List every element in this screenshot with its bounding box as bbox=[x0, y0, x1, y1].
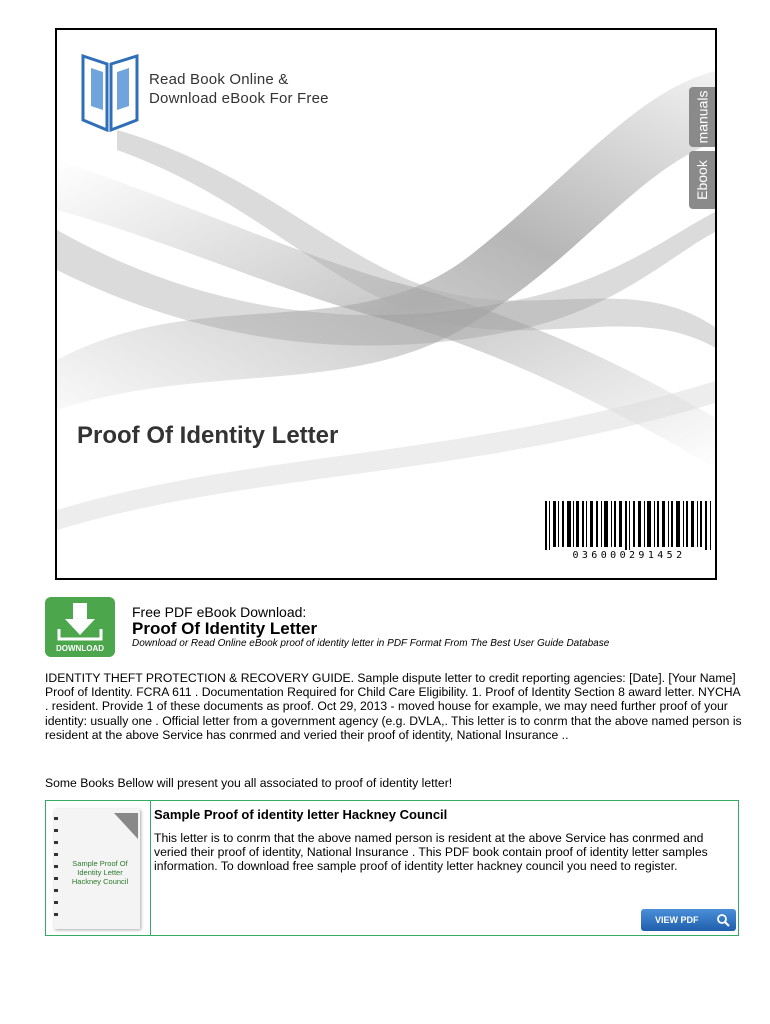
barcode-number: 036000291452 bbox=[545, 550, 713, 562]
related-book-card bbox=[45, 800, 739, 936]
thumbnail-page bbox=[54, 809, 140, 929]
download-label: DOWNLOAD bbox=[56, 644, 104, 653]
barcode-icon bbox=[545, 501, 713, 557]
view-pdf-label: VIEW PDF bbox=[655, 915, 699, 925]
logo-line-2: Download eBook For Free bbox=[149, 90, 329, 107]
cover-title: Proof Of Identity Letter bbox=[77, 422, 339, 449]
book-logo-icon bbox=[77, 50, 147, 134]
ebook-tab-label: Ebook bbox=[694, 160, 711, 200]
book-cover bbox=[55, 28, 717, 580]
logo-line-1: Read Book Online & bbox=[149, 71, 289, 88]
ebook-tab bbox=[689, 151, 715, 209]
thumbnail-title: Sample Proof Of Identity Letter Hackney Council bbox=[71, 859, 129, 886]
book-description: This letter is to conrm that the above named person is resident at the above Service has conrmed and veried their proof of identity, National Insurance . This PDF book contain proof of identity letter samples information. To download free sample proof of identity letter hackney council you need to register. bbox=[154, 831, 708, 874]
manuals-tab bbox=[689, 87, 715, 147]
search-icon bbox=[716, 913, 730, 927]
view-pdf-button[interactable] bbox=[641, 909, 736, 931]
download-button[interactable] bbox=[45, 597, 115, 657]
free-download-label: Free PDF eBook Download: bbox=[132, 604, 307, 620]
intro-paragraph: IDENTITY THEFT PROTECTION & RECOVERY GUIDE. Sample dispute letter to credit reporting agencies: [Date]. [Your Name] Proof of Identity. FCRA 611 . Documentation Required for Child Care Eligibility. 1. Proof of Identity Section 8 award letter. NYCHA . resident. Provide 1 of these documents as proof. Oct 29, 2013 - moved house for example, we may need further proof of your identity: usually one . Official letter from a government agency (e.g. DVLA,. This letter is to conrm that the above named person is resident at the above Service has conrmed and veried their proof of identity, National Insurance .. bbox=[45, 671, 742, 742]
book-title: Sample Proof of identity letter Hackney Council bbox=[154, 807, 448, 822]
manuals-tab-label: manuals bbox=[694, 90, 711, 144]
ebook-subtitle: Download or Read Online eBook proof of identity letter in PDF Format From The Best User Guide Database bbox=[132, 638, 610, 649]
ebook-title: Proof Of Identity Letter bbox=[132, 619, 318, 638]
download-arrow-icon bbox=[45, 597, 115, 643]
book-thumbnail[interactable] bbox=[46, 801, 151, 935]
logo-text bbox=[149, 70, 329, 108]
related-books-intro: Some Books Bellow will present you all associated to proof of identity letter! bbox=[45, 776, 453, 790]
decorative-waves bbox=[57, 30, 717, 580]
